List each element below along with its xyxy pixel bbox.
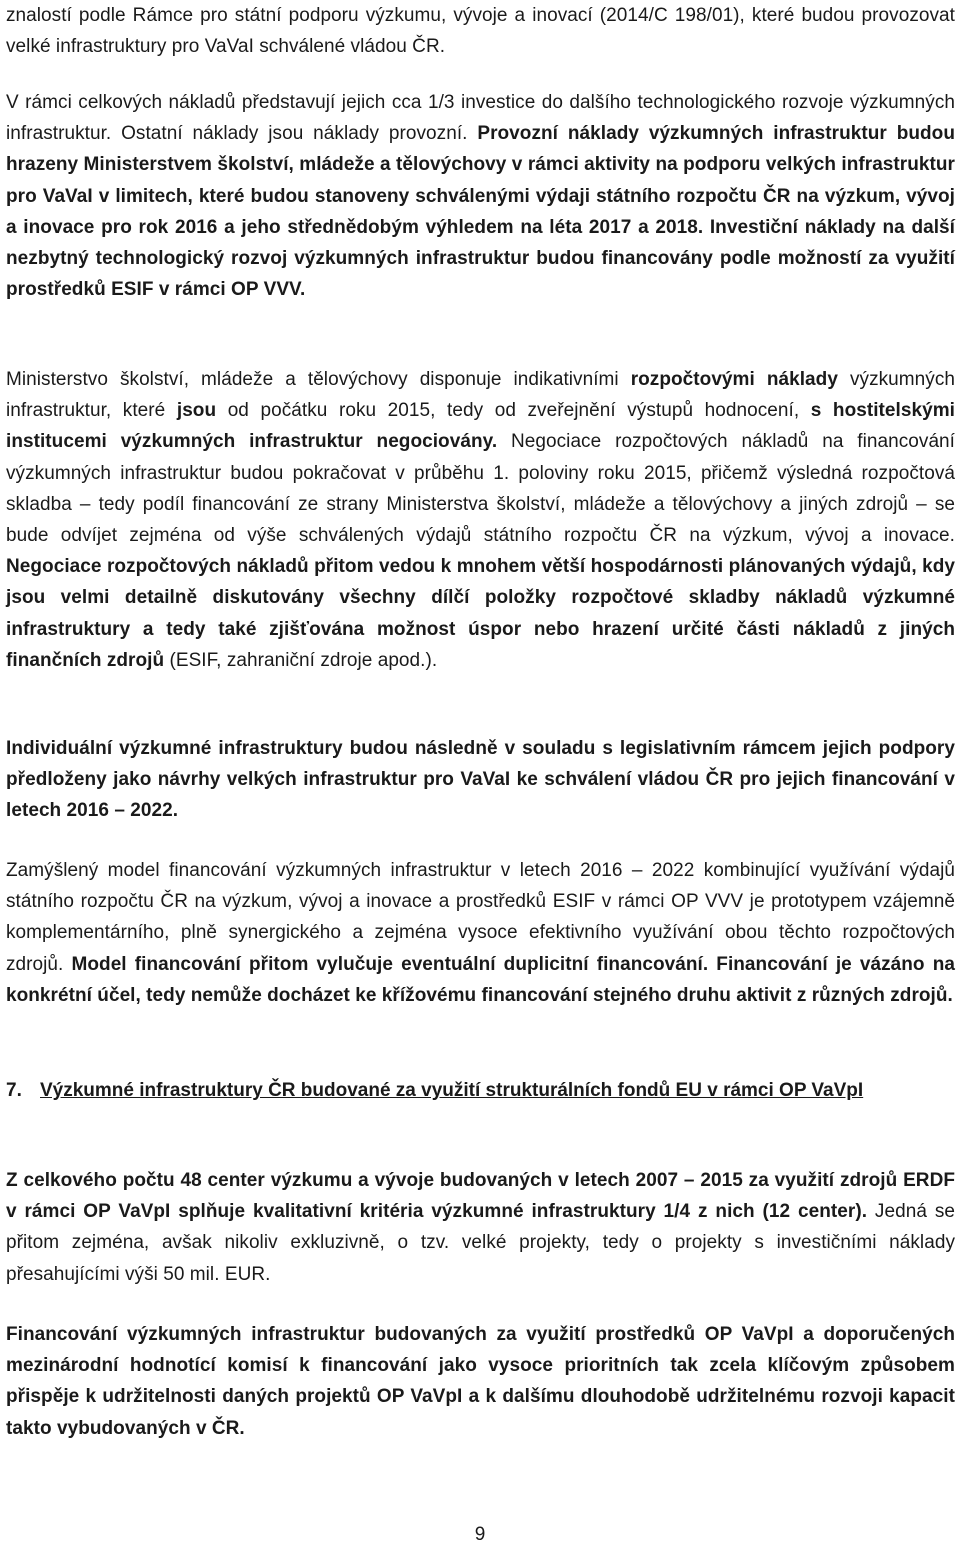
paragraph-rvo-framework [6,0,955,62]
section-heading [6,1075,955,1106]
text-segment: Jedná se přitom zejména, avšak nikoliv exkluzivně, o tzv. velké projekty, tedy o projekty s investičními náklady přesahujícími výši 50 mil. EUR. [6,1201,955,1285]
paragraph-operating-costs [6,87,955,305]
paragraph-ministry-negotiation [6,364,955,676]
bold-text-segment: s hostitelskými institucemi výzkumných infrastruktur negociovány. [6,400,955,453]
bold-text-segment: Individuální výzkumné infrastruktury budou následně v souladu s legislativním rámcem jejich podpory předloženy jako návrhy velkých infrastruktur pro VaVaI ke schválení vládou ČR pro jejich financování v letech 2016 – 2022. [6,738,955,822]
text-segment: (ESIF, zahraniční zdroje apod.). [164,649,438,671]
bold-text-segment: Negociace rozpočtových nákladů přitom vedou k mnohem větší hospodárnosti plánovaných výdajů, kdy jsou velmi detailně diskutovány všechny dílčí položky rozpočtové skladby nákladů výzkumné infrastruktury a tedy také zjišťována možnost úspor nebo hrazení určité části nákladů z jiných finančních zdrojů [6,556,955,671]
bold-text-segment: rozpočtovými náklady [630,369,838,390]
section-title: Výzkumné infrastruktury ČR budované za využití strukturálních fondů EU v rámci OP VaVpI [40,1080,864,1101]
bold-text-segment: Model financování přitom vylučuje eventuální duplicitní financování. Financování je vázáno na konkrétní účel, tedy nemůže docházet ke křížovému financování stejného druhu aktivit z různých zdrojů. [6,953,955,1006]
text-segment: výzkumných infrastruktur, které [6,369,955,422]
paragraph-individual-infrastructures [6,733,955,827]
bold-text-segment: Financování výzkumných infrastruktur budovaných za využití prostředků OP VaVpI a doporučených mezinárodní hodnotící komisí k financování jako vysoce prioritních tak zcela klíčovým způsobem přispěje k udržitelnosti daných projektů OP VaVpI a k dalšímu dlouhodobě udržitelnému rozvoji kapacit takto vybudovaných v ČR. [6,1324,955,1439]
text-segment: V rámci celkových nákladů představují jejich cca 1/3 investice do dalšího technologického rozvoje výzkumných infrastruktur. Ostatní náklady jsou náklady provozní. [6,92,955,145]
bold-text-segment: Z celkového počtu 48 center výzkumu a vývoje budovaných v letech 2007 – 2015 za využití zdrojů ERDF v rámci OP VaVpI splňuje kvalitativní kritéria výzkumné infrastruktury 1/4 z nich (12 center). [6,1170,955,1223]
paragraph-sustainability [6,1319,955,1444]
paragraph-financing-model [6,855,955,1011]
bold-text-segment: Provozní náklady výzkumných infrastruktur budou hrazeny Ministerstvem školství, mládeže a tělovýchovy v rámci aktivity na podporu velkých infrastruktur pro VaVaI v limitech, které budou stanoveny schválenými výdaji státního rozpočtu ČR na výzkum, vývoj a inovace pro rok 2016 a jeho střednědobým výhledem na léta 2017 a 2018. Investiční náklady na další nezbytný technologický rozvoj výzkumných infrastruktur budou financovány podle možností za využití prostředků ESIF v rámci OP VVV. [6,123,955,301]
text-segment: Zamýšlený model financování výzkumných infrastruktur v letech 2016 – 2022 kombinující využívání výdajů státního rozpočtu ČR na výzkum, vývoj a inovace a prostředků ESIF v rámci OP VVV je prototypem vzájemně komplementárního, plně synergického a zejména vysoce efektivního využívání obou těchto rozpočtových zdrojů. [6,860,955,975]
bold-text-segment: jsou [176,400,217,422]
paragraph-centers-count [6,1165,955,1290]
page-number: 9 [474,1524,486,1545]
section-number: 7. [6,1080,22,1101]
text-segment: od počátku roku 2015, tedy od zveřejnění výstupů hodnocení, [216,400,811,422]
text-segment: Negociace rozpočtových nákladů na financování výzkumných infrastruktur budou pokračovat v průběhu 1. poloviny roku 2015, přičemž výsledná rozpočtová skladba – tedy podíl financování ze strany Ministerstva školství, mládeže a tělovýchovy a jiných zdrojů – se bude odvíjet zejména od výše schválených výdajů státního rozpočtu ČR na výzkum, vývoj a inovace. [6,431,956,547]
text-segment: znalostí podle Rámce pro státní podporu výzkumu, vývoje a inovací (2014/C 198/01), které budou provozovat velké infrastruktury pro VaVaI schválené vládou ČR. [6,5,955,58]
text-segment: Ministerstvo školství, mládeže a tělovýchovy disponuje indikativními [6,369,631,390]
